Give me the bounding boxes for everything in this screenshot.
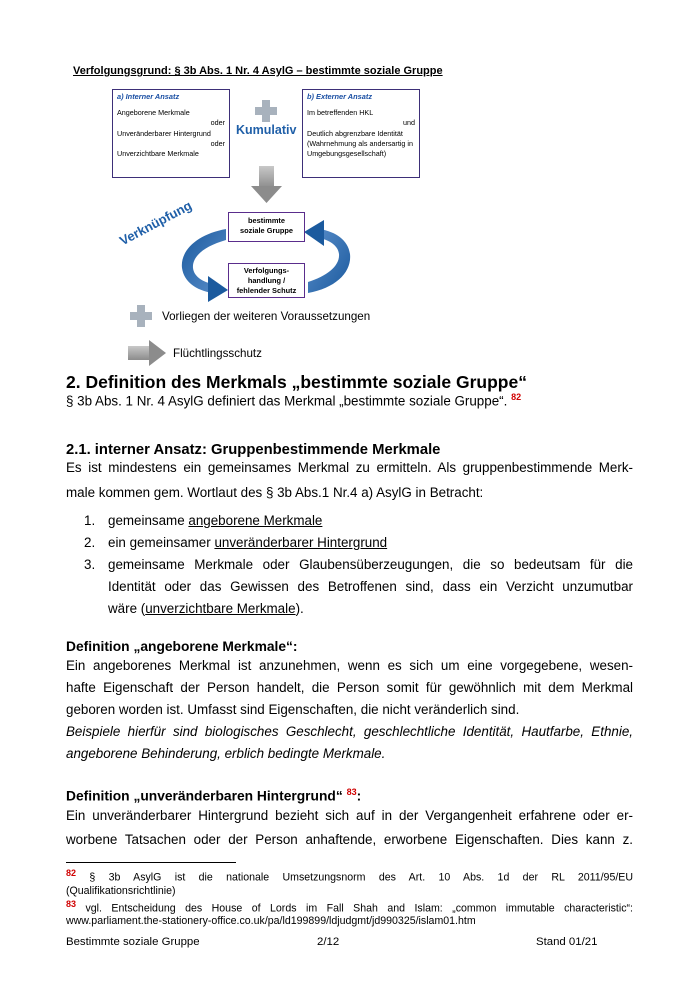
or-label: oder <box>210 118 225 128</box>
footnote-82 <box>66 867 633 898</box>
footnote-separator <box>66 862 236 863</box>
footnote-text: § 3b AsylG ist die nationale Umsetzungsnorm des Art. 10 Abs. 1d der RL 2011/95/EU <box>89 871 633 884</box>
def-unchangeable-colon: : <box>356 788 362 804</box>
list-item <box>84 510 633 532</box>
criteria-list <box>84 510 633 620</box>
def-innate-line: hafte Eigenschaft der Person handelt, die Person somit für gewöhnlich mit dem Merkmal <box>66 680 633 695</box>
list-text: gemeinsame <box>108 513 189 528</box>
persecution-line: handlung / <box>247 276 286 286</box>
criterion-unchangeable: Unveränderbarer Hintergrund <box>117 128 211 138</box>
def-innate-line: geboren worden ist. Umfasst sind Eigenschaften, die nicht veränderlich sind. <box>66 702 520 717</box>
section-2-1-line: male kommen gem. Wortlaut des § 3b Abs.1 Nr.4 a) AsylG in Betracht: <box>66 485 484 500</box>
list-text: ). <box>295 601 304 616</box>
criterion-identity: Deutlich abgrenzbare Identität <box>307 128 403 138</box>
def-innate-heading: Definition „angeborene Merkmale“: <box>66 639 298 654</box>
criterion-society: Umgebungsgesellschaft) <box>307 149 387 159</box>
kumulativ-label: Kumulativ <box>236 123 297 137</box>
social-group-line: soziale Gruppe <box>240 226 293 235</box>
social-group-box <box>228 212 305 242</box>
footnote-text: vgl. Entscheidung des House of Lords im Fall Shah and Islam: „common immutable characteristic“: <box>85 902 633 915</box>
criterion-country: Im betreffenden HKL <box>307 108 374 118</box>
diagram-title: Verfolgungsgrund: § 3b Abs. 1 Nr. 4 AsylG – bestimmte soziale Gruppe <box>73 65 443 77</box>
social-group-line: bestimmte <box>248 216 285 225</box>
section-2-text <box>66 392 521 408</box>
footer-right: Stand 01/21 <box>536 936 598 948</box>
list-number: 1. <box>84 513 96 528</box>
external-approach-heading: b) Externer Ansatz <box>307 92 373 101</box>
persecution-line: Verfolgungs- <box>243 266 290 275</box>
section-2-heading: 2. Definition des Merkmals „bestimmte soziale Gruppe“ <box>66 372 527 392</box>
page-number: 2/12 <box>317 936 340 948</box>
section-2-sentence: § 3b Abs. 1 Nr. 4 AsylG definiert das Merkmal „bestimmte soziale Gruppe“. <box>66 393 508 409</box>
def-innate-example: Beispiele hierfür sind biologisches Geschlecht, geschlechtliche Identität, Hautfarbe, Ethnie, <box>66 724 633 739</box>
list-number: 2. <box>84 535 96 550</box>
def-unchangeable-body <box>66 804 633 852</box>
plus-icon <box>255 100 277 122</box>
criterion-indispensable: Unverzichtbare Merkmale <box>117 149 199 159</box>
footnotes <box>66 867 633 928</box>
list-text: Identität oder das Gewissen des Betroffenen sind, dass ein Verzicht unzumutbar <box>108 579 633 594</box>
criterion-perception: (Wahrnehmung als andersartig in <box>307 138 414 148</box>
further-requirements-label: Vorliegen der weiteren Voraussetzungen <box>162 310 371 323</box>
footnote-number: 83 <box>66 898 77 909</box>
internal-approach-heading: a) Interner Ansatz <box>117 92 180 101</box>
def-unchangeable-heading <box>66 787 361 804</box>
list-term: unverzichtbare Merkmale <box>145 601 296 616</box>
list-item <box>84 532 633 554</box>
def-innate-line: Ein angeborenes Merkmal ist anzunehmen, wenn es sich um eine vorgegebene, wesen- <box>66 658 633 673</box>
or-label: oder <box>210 138 225 148</box>
persecution-box <box>228 263 305 298</box>
def-unchangeable-line: Ein unveränderbarer Hintergrund bezieht sich auf in der Vergangenheit erfahrene oder er- <box>66 808 633 823</box>
list-term: angeborene Merkmale <box>188 513 323 528</box>
refugee-protection-label: Flüchtlingsschutz <box>173 347 262 360</box>
def-innate-example: angeborene Behinderung, erblich bedingte Merkmale. <box>66 746 386 761</box>
def-unchangeable-title: Definition „unveränderbaren Hintergrund“ <box>66 788 343 804</box>
verknuepfung-label: Verknüpfung <box>117 197 195 249</box>
footer-left: Bestimmte soziale Gruppe <box>66 936 200 948</box>
footnote-83 <box>66 898 633 929</box>
footnote-link[interactable]: www.parliament.the-stationery-office.co.uk/pa/ld199899/ldjudgmt/jd990325/islam01.htm <box>66 915 476 928</box>
arrow-right-icon <box>128 340 166 366</box>
list-text: wäre ( <box>108 601 146 616</box>
section-2-1-heading: 2.1. interner Ansatz: Gruppenbestimmende Merkmale <box>66 442 441 458</box>
list-item <box>84 554 633 620</box>
footnote-ref-83[interactable]: 83 <box>346 787 357 797</box>
footnote-text: (Qualifikationsrichtlinie) <box>66 884 176 897</box>
list-text: ein gemeinsamer <box>108 535 215 550</box>
and-label: und <box>403 118 415 128</box>
arrow-down-icon <box>251 166 282 203</box>
criterion-innate: Angeborene Merkmale <box>117 108 190 118</box>
footnote-ref-82[interactable]: 82 <box>511 392 522 402</box>
def-innate-body <box>66 655 633 765</box>
persecution-line: fehlender Schutz <box>236 286 297 296</box>
def-unchangeable-line: worbene Tatsachen oder der Person anhaftende, erworbene Eigenschaften. Dies kann z. <box>66 832 633 847</box>
section-2-1-line: Es ist mindestens ein gemeinsames Merkmal zu ermitteln. Als gruppenbestimmende Merk- <box>66 460 633 475</box>
footnote-number: 82 <box>66 868 77 878</box>
list-number: 3. <box>84 557 96 572</box>
list-term: unveränderbarer Hintergrund <box>214 535 388 550</box>
plus-icon <box>130 305 152 327</box>
list-text: gemeinsame Merkmale oder Glaubensüberzeugungen, die so bedeutsam für die <box>108 557 633 572</box>
